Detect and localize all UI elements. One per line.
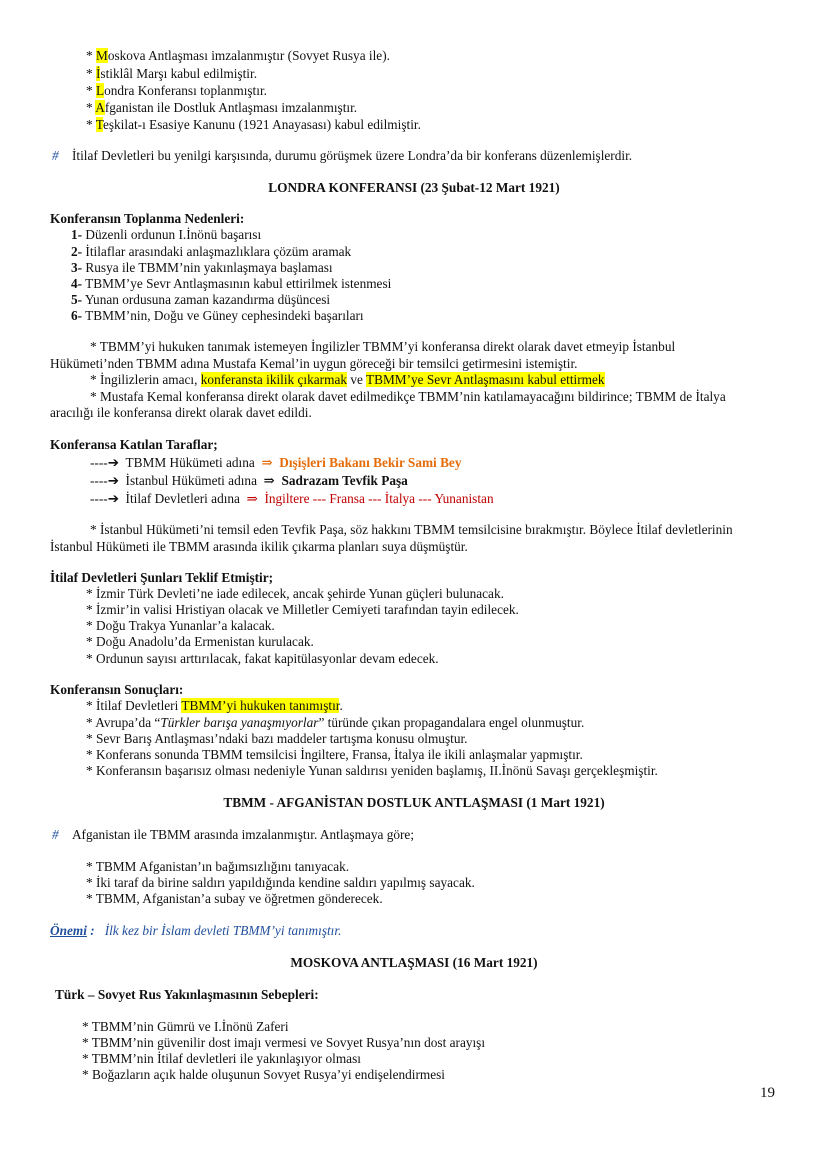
participants-heading: Konferansa Katılan Taraflar; (50, 437, 218, 452)
participant-row: ----➔ İstanbul Hükümeti adına ⇒ Sadrazam Tevfik Paşa (90, 473, 408, 488)
result-item: * İtilaf Devletleri TBMM’yi hukuken tanımıştır. (86, 698, 343, 713)
reasons-heading: Konferansın Toplanma Nedenleri: (50, 211, 245, 226)
result-item: * Avrupa’da “Türkler barışa yanaşmıyorlar” türünde çıkan propagandalara engel olunmuştur. (86, 715, 585, 730)
offer-item: * Ordunun sayısı arttırılacak, fakat kapitülasyonlar devam edecek. (86, 651, 439, 666)
paragraph-line: * İstanbul Hükümeti’ni temsil eden Tevfik Paşa, söz hakkını TBMM temsilcisine bırakmıştır. Böylece İtilaf devletlerinin (90, 522, 733, 537)
result-item: * Konferansın başarısız olması nedeniyle Yunan saldırısı yeniden başlamış, II.İnönü Savaşı gerçekleşmiştir. (86, 763, 658, 778)
afghan-intro: # Afganistan ile TBMM arasında imzalanmıştır. Antlaşmaya göre; (52, 827, 415, 842)
intro-item: * Londra Konferansı toplanmıştır. (86, 83, 267, 98)
moscow-item: * TBMM’nin İtilaf devletleri ile yakınlaşıyor olması (82, 1051, 361, 1066)
result-item: * Sevr Barış Antlaşması’ndaki bazı maddeler tartışma konusu olmuştur. (86, 731, 468, 746)
paragraph-line: * TBMM’yi hukuken tanımak istemeyen İngilizler TBMM’yi konferansa direkt olarak davet etmeyip İstanbul (90, 339, 676, 354)
section-title-london: LONDRA KONFERANSI (23 Şubat-12 Mart 1921) (268, 180, 560, 195)
afghan-item: * TBMM Afganistan’ın bağımsızlığını tanıyacak. (86, 859, 350, 874)
intro-item: * Afganistan ile Dostluk Antlaşması imzalanmıştır. (86, 100, 358, 115)
moscow-item: * Boğazların açık halde oluşunun Sovyet Rusya’yi endişelendirmesi (82, 1067, 446, 1082)
arrow-icon: ----➔ (90, 455, 119, 470)
participant-row: ----➔ TBMM Hükümeti adına ⇒ Dışişleri Bakanı Bekir Sami Bey (90, 455, 462, 470)
arrow-icon: ----➔ (90, 491, 119, 506)
intro-item: * Moskova Antlaşması imzalanmıştır (Sovyet Rusya ile). (86, 48, 390, 63)
implies-icon: ⇒ (263, 473, 275, 488)
moscow-heading: Türk – Sovyet Rus Yakınlaşmasının Sebepleri: (55, 987, 319, 1002)
reason-item: 6- TBMM’nin, Doğu ve Güney cephesindeki başarıları (71, 308, 364, 323)
reason-item: 1- Düzenli ordunun I.İnönü başarısı (71, 227, 262, 242)
result-item: * Konferans sonunda TBMM temsilcisi İngiltere, Fransa, İtalya ile ikili anlaşmalar yapmıştır. (86, 747, 583, 762)
offers-heading: İtilaf Devletleri Şunları Teklif Etmiştir; (50, 570, 274, 585)
intro-item: * Teşkilat-ı Esasiye Kanunu (1921 Anayasası) kabul edilmiştir. (86, 117, 421, 132)
paragraph-line: * İngilizlerin amacı, konferansta ikilik çıkarmak ve TBMM’ye Sevr Antlaşmasını kabul ettirmek (90, 372, 605, 387)
participant-row: ----➔ İtilaf Devletleri adına ⇒ İngiltere --- Fransa --- İtalya --- Yunanistan (90, 491, 494, 506)
paragraph-line: * Mustafa Kemal konferansa direkt olarak davet edilmedikçe TBMM’nin katılamayacağını bildirince; TBMM de İtalya (90, 389, 726, 404)
offer-item: * İzmir’in valisi Hristiyan olacak ve Milletler Cemiyeti tarafından tayin edilecek. (86, 602, 519, 617)
offer-item: * Doğu Anadolu’da Ermenistan kurulacak. (86, 634, 314, 649)
reason-item: 2- İtilaflar arasındaki anlaşmazlıklara çözüm aramak (71, 244, 352, 259)
paragraph-line: Hükümeti’nden TBMM adına Mustafa Kemal’in uygun göreceği bir temsilci getirmesini istemiştir. (50, 356, 578, 371)
reason-item: 5- Yunan ordusuna zaman kazandırma düşüncesi (71, 292, 331, 307)
offer-item: * İzmir Türk Devleti’ne iade edilecek, ancak şehirde Yunan güçleri bulunacak. (86, 586, 504, 601)
intro-item: * İstiklâl Marşı kabul edilmiştir. (86, 66, 258, 81)
implies-icon: ⇒ (261, 455, 273, 470)
section-title-afghan: TBMM - AFGANİSTAN DOSTLUK ANTLAŞMASI (1 Mart 1921) (223, 795, 605, 810)
moscow-item: * TBMM’nin Gümrü ve I.İnönü Zaferi (82, 1019, 289, 1034)
section-title-moscow: MOSKOVA ANTLAŞMASI (16 Mart 1921) (290, 955, 538, 970)
implies-icon: ⇒ (246, 491, 258, 506)
reason-item: 4- TBMM’ye Sevr Antlaşmasının kabul ettirilmek istenmesi (71, 276, 392, 291)
reason-item: 3- Rusya ile TBMM’nin yakınlaşmaya başlaması (71, 260, 333, 275)
afghan-item: * TBMM, Afganistan’a subay ve öğretmen gönderecek. (86, 891, 383, 906)
onemi-note: Önemi : İlk kez bir İslam devleti TBMM’yi tanımıştır. (50, 923, 342, 938)
arrow-icon: ----➔ (90, 473, 119, 488)
note-line: # İtilaf Devletleri bu yenilgi karşısında, durumu görüşmek üzere Londra’da bir konferans düzenlemişlerdir. (52, 148, 633, 163)
paragraph-line: aracılığı ile konferansa direkt olarak davet edildi. (50, 405, 312, 420)
offer-item: * Doğu Trakya Yunanlar’a kalacak. (86, 618, 275, 633)
page-number: 19 (760, 1085, 775, 1101)
afghan-item: * İki taraf da birine saldırı yapıldığında kendine saldırı yapılmış sayacak. (86, 875, 475, 890)
paragraph-line: İstanbul Hükümeti ile TBMM arasında ikilik çıkarma planları suya düşmüştür. (50, 539, 468, 554)
moscow-item: * TBMM’nin güvenilir dost imajı vermesi ve Sovyet Rusya’nın dost arayışı (82, 1035, 486, 1050)
results-heading: Konferansın Sonuçları: (50, 682, 184, 697)
